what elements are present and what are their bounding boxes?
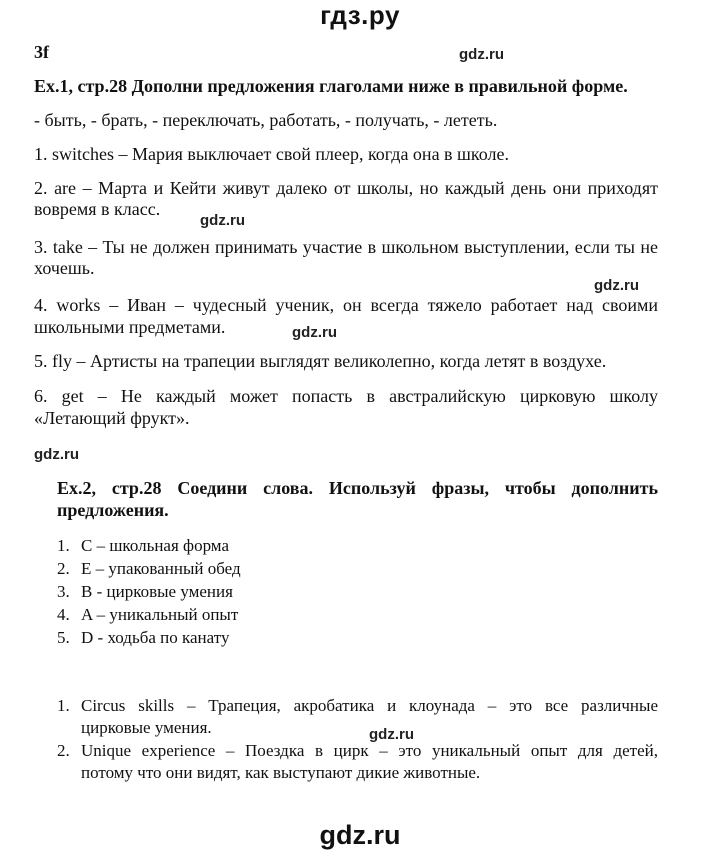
ex2-sentence-1-line-1: Circus skills – Трапеция, акробатика и клоунада – это все различные xyxy=(81,696,658,715)
ex2-match-3 xyxy=(57,582,233,602)
ex1-item-3-line-1: 3. take – Ты не должен принимать участие в школьном выступлении, если ты не xyxy=(34,237,658,257)
match-number: 2. xyxy=(57,559,70,578)
site-footer: gdz.ru xyxy=(319,820,401,850)
match-number: 5. xyxy=(57,628,70,647)
watermark: gdz.ru xyxy=(292,324,337,341)
section-label: 3f xyxy=(34,42,49,62)
ex1-item-2-line-2: вовремя в класс. xyxy=(34,199,161,219)
ex1-item-2-line-1: 2. are – Марта и Кейти живут далеко от школы, но каждый день они приходят xyxy=(34,178,658,198)
ex1-item-6-line-2: «Летающий фрукт». xyxy=(34,408,190,428)
ex1-item-4-line-1: 4. works – Иван – чудесный ученик, он всегда тяжело работает над своими xyxy=(34,295,658,315)
match-text: C – школьная форма xyxy=(81,536,229,555)
match-number: 1. xyxy=(57,536,70,555)
ex1-verb-list: - быть, - брать, - переключать, работать, - получать, - лететь. xyxy=(34,110,498,130)
ex2-sentence-2-number: 2. xyxy=(57,741,70,760)
ex2-match-2 xyxy=(57,559,241,579)
ex1-item-3-line-2: хочешь. xyxy=(34,258,95,278)
match-text: D - ходьба по канату xyxy=(81,628,230,647)
match-text: E – упакованный обед xyxy=(81,559,241,578)
ex2-match-1 xyxy=(57,536,229,556)
match-text: B - цирковые умения xyxy=(81,582,233,601)
ex2-sentence-1-line-2: цирковые умения. xyxy=(81,718,212,737)
ex1-item-6-line-1: 6. get – Не каждый может попасть в австралийскую цирковую школу xyxy=(34,386,658,406)
watermark: gdz.ru xyxy=(369,726,414,743)
ex1-item-5-line-1: 5. fly – Артисты на трапеции выглядят великолепно, когда летят в воздухе. xyxy=(34,351,607,371)
ex1-heading: Ex.1, стр.28 Дополни предложения глаголами ниже в правильной форме. xyxy=(34,76,628,96)
match-text: A – уникальный опыт xyxy=(81,605,239,624)
ex1-item-4-line-2: школьными предметами. xyxy=(34,317,226,337)
watermark: gdz.ru xyxy=(34,446,79,463)
ex2-sentence-1-number: 1. xyxy=(57,696,70,715)
ex1-item-1-line-1: 1. switches – Мария выключает свой плеер, когда она в школе. xyxy=(34,144,509,164)
watermark: gdz.ru xyxy=(459,46,504,63)
ex2-heading-line-2: предложения. xyxy=(57,500,169,520)
ex2-match-4 xyxy=(57,605,238,625)
match-number: 4. xyxy=(57,605,70,624)
ex2-match-5 xyxy=(57,628,229,648)
ex2-sentence-2-line-2: потому что они видят, как выступают дикие животные. xyxy=(81,763,481,782)
watermark: gdz.ru xyxy=(200,212,245,229)
ex2-sentence-2-line-1: Unique experience – Поездка в цирк – это уникальный опыт для детей, xyxy=(81,741,658,760)
watermark: gdz.ru xyxy=(594,277,639,294)
site-title: гдз.ру xyxy=(320,0,400,30)
match-number: 3. xyxy=(57,582,70,601)
ex2-heading-line-1: Ex.2, стр.28 Соедини слова. Используй фразы, чтобы дополнить xyxy=(57,478,658,498)
